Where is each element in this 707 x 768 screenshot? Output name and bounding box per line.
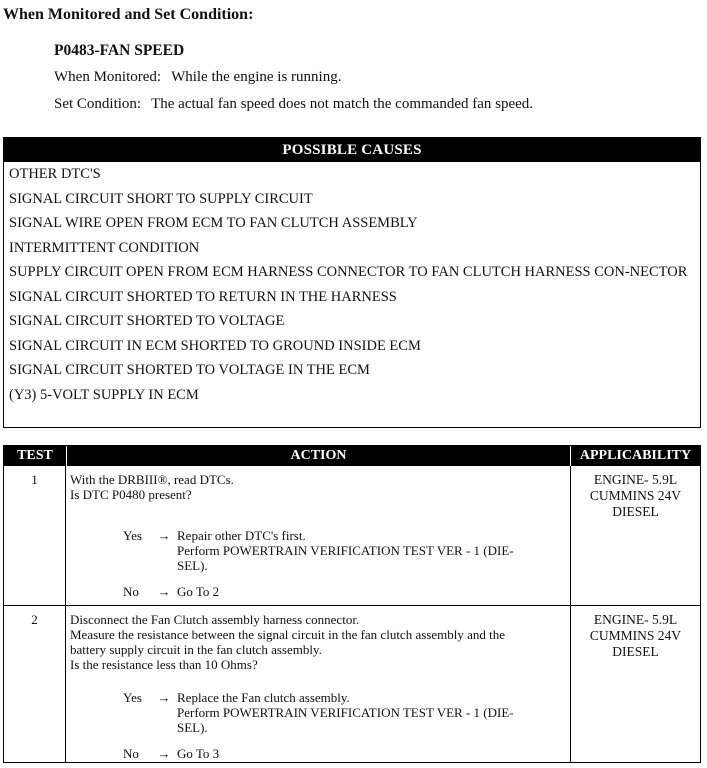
yes-action-line: SEL). (177, 558, 208, 573)
action-line: Is DTC P0480 present? (70, 487, 192, 502)
when-monitored-label: When Monitored: (54, 69, 162, 85)
no-branch (123, 746, 562, 761)
cause-item: SIGNAL CIRCUIT IN ECM SHORTED TO GROUND INSIDE ECM (9, 337, 421, 354)
yes-actions (177, 528, 562, 573)
test-table-header (4, 446, 700, 466)
arrow-icon: → (157, 746, 171, 761)
cause-item: (Y3) 5-VOLT SUPPLY IN ECM (9, 386, 199, 403)
yes-label: Yes (123, 528, 142, 543)
test-number: 1 (4, 466, 66, 605)
yes-actions (177, 690, 562, 735)
table-row (4, 605, 700, 762)
header-test: TEST (17, 448, 53, 463)
possible-causes-header: POSSIBLE CAUSES (4, 138, 700, 162)
cause-item: SIGNAL CIRCUIT SHORTED TO VOLTAGE (9, 313, 285, 329)
cause-item: SIGNAL CIRCUIT SHORT TO SUPPLY CIRCUIT (9, 190, 313, 207)
no-label: No (123, 746, 139, 761)
yes-branch (123, 690, 562, 735)
applicability-line: CUMMINS 24V (589, 628, 682, 643)
applicability-line: ENGINE- 5.9L (593, 472, 678, 487)
no-label: No (123, 584, 139, 599)
yes-action-line: SEL). (177, 720, 208, 735)
arrow-icon: → (157, 584, 171, 599)
applicability-line: CUMMINS 24V (589, 488, 682, 503)
when-monitored-value: While the engine is running. (171, 69, 342, 85)
section-heading: When Monitored and Set Condition: (3, 6, 254, 23)
set-condition-label: Set Condition: (54, 96, 142, 112)
cause-item: SUPPLY CIRCUIT OPEN FROM ECM HARNESS CONNECTOR TO FAN CLUTCH HARNESS CON-NECTOR (9, 264, 688, 280)
yes-branch (123, 528, 562, 573)
yes-label: Yes (123, 690, 142, 705)
arrow-icon: → (157, 528, 171, 543)
action-line: battery supply circuit in the fan clutch assembly. (70, 642, 322, 657)
when-monitored (54, 69, 341, 86)
applicability-cell (571, 606, 700, 762)
applicability-line: DIESEL (612, 504, 659, 519)
action-line: Measure the resistance between the signal circuit in the fan clutch assembly and the (70, 627, 505, 642)
header-applicability: APPLICABILITY (579, 448, 692, 463)
dtc-title: P0483-FAN SPEED (54, 42, 185, 59)
yes-action-line: Perform POWERTRAIN VERIFICATION TEST VER - 1 (DIE- (177, 705, 514, 720)
cause-item: SIGNAL CIRCUIT SHORTED TO RETURN IN THE HARNESS (9, 288, 397, 305)
arrow-icon: → (157, 690, 171, 705)
no-branch (123, 584, 562, 599)
no-action: Go To 2 (177, 584, 220, 599)
cause-item: INTERMITTENT CONDITION (9, 239, 200, 256)
cause-item: SIGNAL WIRE OPEN FROM ECM TO FAN CLUTCH ASSEMBLY (9, 215, 418, 231)
action-line: With the DRBIII®, read DTCs. (70, 472, 234, 487)
cause-item: SIGNAL CIRCUIT SHORTED TO VOLTAGE IN THE ECM (9, 362, 370, 378)
applicability-cell (571, 466, 700, 605)
header-action: ACTION (66, 446, 571, 466)
yes-action-line: Repair other DTC's first. (177, 528, 306, 543)
yes-action-line: Perform POWERTRAIN VERIFICATION TEST VER - 1 (DIE- (177, 543, 514, 558)
yes-action-line: Replace the Fan clutch assembly. (177, 690, 350, 705)
test-number: 2 (4, 606, 66, 762)
action-line: Disconnect the Fan Clutch assembly harness connector. (70, 612, 360, 627)
action-cell (66, 466, 571, 605)
set-condition (54, 96, 533, 113)
action-line: Is the resistance less than 10 Ohms? (70, 657, 258, 672)
applicability-line: ENGINE- 5.9L (593, 612, 678, 627)
set-condition-value: The actual fan speed does not match the commanded fan speed. (151, 96, 534, 112)
test-table (3, 445, 701, 763)
action-cell (66, 606, 571, 762)
cause-item: OTHER DTC'S (9, 166, 101, 182)
possible-causes-box (3, 137, 701, 428)
table-row (4, 466, 700, 605)
no-action: Go To 3 (177, 746, 220, 761)
possible-causes-list (4, 162, 700, 407)
applicability-line: DIESEL (612, 644, 659, 659)
